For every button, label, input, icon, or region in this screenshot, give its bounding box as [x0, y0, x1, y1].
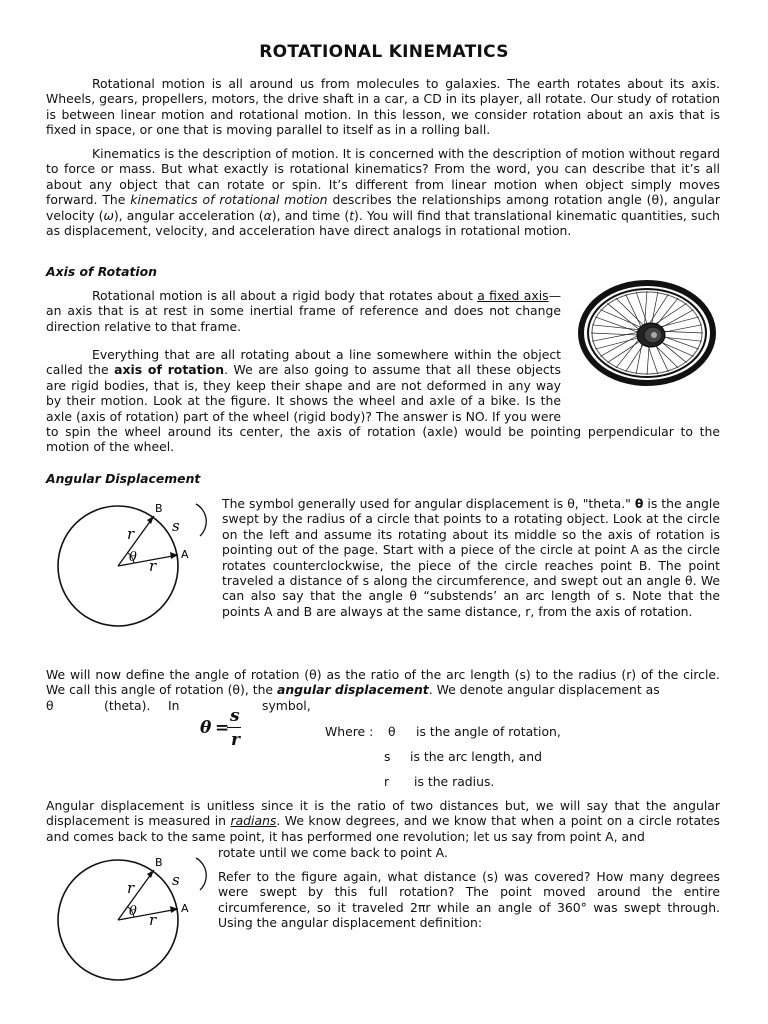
intro-paragraph-2: Kinematics is the description of motion. It is concerned with the description of motion without regard to force or mass. But what exactly is rotational kinematics? From the word, you can describe that it’s all about any object that can rotate or spin. It’s different from linear motion when object simply moves forward. The kinematics of rotational motion describes the relationships among rotation angle (θ), angular velocity (ω), angular acceleration (α), and time (t). You will find that translational kinematic quantities, such as displacement, velocity, and acceleration have direct analogs in rotational motion. — [46, 146, 720, 239]
where-row-2-desc: is the arc length, and — [410, 749, 542, 764]
where-row-1-symbol: θ — [388, 724, 396, 739]
angular-paragraph-3-end: rotate until we come back to point A. — [218, 845, 448, 860]
fraction-bar — [227, 727, 241, 728]
where-row-1-desc: is the angle of rotation, — [416, 724, 561, 739]
axis-paragraph-1: Rotational motion is all about a rigid body that rotates about a fixed axis—an axis that is at rest in some inertial frame of reference and does not change direction relative to that frame. — [46, 288, 561, 334]
theta-word: (theta). — [104, 698, 151, 713]
angular-paragraph-1: The symbol generally used for angular displacement is θ, "theta." θ is the angle swept by the radius of a circle that points to a rotating object. Look at the circle on the left and assume its rotating about its middle so the axis of rotation is pointing out of the page. Start with a piece of the circle at point A as the circle rotates counterclockwise, the piece of the circle reaches point B. The point traveled a distance of s along the circumference, and swept out an angle θ. We can also say that the angle θ “substends’ an arc length of s. Note that the points A and B are always at the same distance, r, from the axis of rotation. — [222, 496, 720, 619]
angular-paragraph-3: Angular displacement is unitless since it is the ratio of two distances but, we will say that the angular displacement is measured in radians. We know degrees, and we know that when a point on a circle rotates and comes back to the same point, it has performed one revolution; let us say from point A, and — [46, 798, 720, 844]
angular-paragraph-4: Refer to the figure again, what distance (s) was covered? How many degrees were swept by this full rotation? The point moved around the entire circumference, so it traveled 2πr while an angle of 360° was swept through. Using the angular displacement definition: — [218, 869, 720, 931]
where-row-2-symbol: s — [384, 749, 391, 764]
axis-paragraph-2: Everything that are all rotating about a line somewhere within the object called the axis of rotation. We are also going to assume that all these objects are rigid bodies, that is, they keep their shape and are not deformed in any way by their motion. Look at the figure. It shows the wheel and axle of a bike. Is the axle (axis of rotation) part of the wheel (rigid body)? The answer is NO. If you were to spin the wheel around its center, the axis of rotation (axle) would be pointing perpendicular to the motion of the wheel. — [46, 347, 720, 455]
radius-label-lower: r — [149, 911, 157, 929]
circle-diagram-1 — [56, 498, 216, 638]
point-a-label: A — [181, 548, 189, 561]
theta-label: θ — [129, 904, 137, 919]
radius-label-upper: r — [127, 879, 135, 897]
axis-of-rotation-heading: Axis of Rotation — [46, 264, 157, 279]
arc-length-label: s — [172, 871, 180, 889]
point-b-label: B — [155, 502, 163, 515]
theta-label: θ — [129, 550, 137, 565]
point-b-label: B — [155, 856, 163, 869]
intro-paragraph-1: Rotational motion is all around us from molecules to galaxies. The earth rotates about its axis. Wheels, gears, propellers, motors, the drive shaft in a car, a CD in its player, all rotate. Our study of rotation is between linear motion and rotational motion. In this lesson, we consider rotation about an axis that is fixed in space, or one that is moving parallel to itself as in a rolling ball. — [46, 76, 720, 138]
radius-label-upper: r — [127, 525, 135, 543]
in-word: In — [168, 698, 180, 713]
angular-displacement-heading: Angular Displacement — [46, 471, 201, 486]
arc-length-label: s — [172, 517, 180, 535]
bicycle-wheel-image — [572, 280, 722, 386]
document-page: ROTATIONAL KINEMATICS Rotational motion is all around us from molecules to galaxies. The earth rotates about its axis. Wheels, gears, propellers, motors, the drive shaft in a car, a CD in its player, all rotate. Our study of rotation is between linear motion and rotational motion. In this lesson, we consider rotation about an axis that is fixed in space, or one that is moving parallel to itself as in a rolling ball. Kinematics is the description of motion. It is concerned with the description of motion without regard to force or mass. But what exactly is rotational kinematics? From the word, you can describe that it’s all about any object that can rotate or spin. It’s different from linear motion when object simply moves forward. The kinematics of rotational motion describes the relationships among rotation angle (θ), angular velocity (ω), angular acceleration (α), and time (t). You will find that translational kinematic quantities, such as displacement, velocity, and acceleration have direct analogs in rotational motion. Axis of Rotation Rotational motion is all about a rigid body that rotates about a fixed axis—an axis that is at rest in some inertial frame of reference and does not change direction relative to that frame. Everything that are all rotating about a line somewhere within the object called the axis of rotation. We are also going to assume that all these objects are rigid bodies, that is, they keep their shape and are not deformed in any way by their motion. Look at the figure. It shows the wheel and axle of a bike. Is the axle (axis of rotation) part of the wheel (rigid body)? The answer is NO. If you were to spin the wheel around its center, the axis of rotation (axle) would be pointing perpendicular to the motion of the wheel. Angular Displacement B A r r θ s The symbol generally used for angular displacement is θ, "theta." θ is the angle swept by the radius of a circle that points to a rotating object. Look at the circle on the left and assume its rotating about its middle so the axis of rotation is pointing out of the page. Start with a piece of the circle at point A as the circle rotates counterclockwise, the piece of the circle reaches point B. The point traveled a distance of s along the circumference, and swept out an angle θ. We can also say that the angle θ “substends’ an arc length of s. Note that the points A and B are always at the same distance, r, from the axis of rotation. We will now define the angle of rotation (θ) as the ratio of the arc length (s) to the radius (r) of the circle. We call this angle of rotation (θ), the angular displacement. We denote angular displacement as θ (theta). In symbol, θ = s r Where : θ is the angle of rotation, s is the arc length, and r is the radius. Angular displacement is unitless since it is the ratio of two distances but, we will say that the angular displacement is measured in radians. We know degrees, and we know that when a point on a circle rotates and comes back to the same point, it has performed one revolution; let us say from point A, and rotate until we come back to point A. B A r r θ s Refer to the figure again, what distance (s) was covered? How many degrees were swept by this full rotation? The point moved around the entire circumference, so it traveled 2πr while an angle of 360° was swept through. Using the angular displacement definition: — [0, 0, 768, 1024]
radius-label-lower: r — [149, 557, 157, 575]
page-title: ROTATIONAL KINEMATICS — [259, 42, 509, 62]
where-label: Where : — [325, 724, 374, 739]
angular-paragraph-2: We will now define the angle of rotation (θ) as the ratio of the arc length (s) to the radius (r) of the circle. We call this angle of rotation (θ), the angular displacement. We denote angular displacement as — [46, 667, 720, 698]
circle-diagram-2 — [56, 852, 216, 992]
symbol-word: symbol, — [262, 698, 311, 713]
where-row-3-desc: is the radius. — [414, 774, 495, 789]
where-row-3-symbol: r — [384, 774, 390, 789]
point-a-label: A — [181, 902, 189, 915]
denote-as-word: θ — [46, 698, 54, 713]
